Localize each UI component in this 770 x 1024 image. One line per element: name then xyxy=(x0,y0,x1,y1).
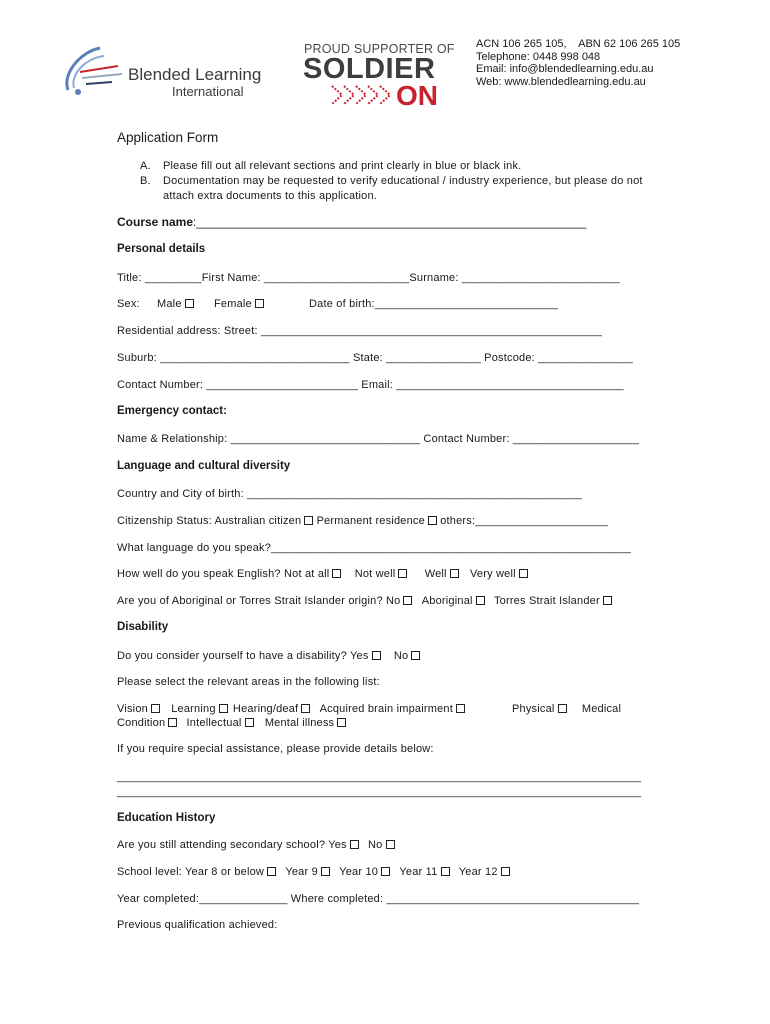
instruction-a: Please fill out all relevant sections and print clearly in blue or black ink. xyxy=(163,160,522,172)
contact-block xyxy=(476,38,680,88)
swoosh-logo-icon xyxy=(60,44,128,100)
contact-email-row[interactable]: Contact Number: ________________________ Email: ____________________________________ xyxy=(117,379,624,391)
not-well-label: Not well xyxy=(354,568,396,580)
course-name-label: Course name xyxy=(117,215,194,229)
logo-name: Blended Learning xyxy=(128,65,262,84)
not-well-checkbox[interactable] xyxy=(398,569,407,578)
male-checkbox[interactable] xyxy=(185,299,194,308)
citizenship-row xyxy=(117,515,608,527)
country-city-field[interactable]: Country and City of birth: _____________________________________________________ xyxy=(117,488,582,500)
disability-yes-checkbox[interactable] xyxy=(372,651,381,660)
year-8-label: School level: Year 8 or below xyxy=(117,866,265,878)
secondary-no-checkbox[interactable] xyxy=(386,840,395,849)
emergency-contact-heading: Emergency contact: xyxy=(117,405,227,417)
instruction-b-line-2: attach extra documents to this application. xyxy=(163,190,378,202)
year-10-label: Year 10 xyxy=(339,866,379,878)
soldier-on-title: SOLDIER xyxy=(303,53,436,85)
mental-illness-checkbox[interactable] xyxy=(337,718,346,727)
year-9-checkbox[interactable] xyxy=(321,867,330,876)
origin-no-label: Are you of Aboriginal or Torres Strait Islander origin? No xyxy=(117,595,401,607)
disability-question-row xyxy=(117,650,420,662)
year-11-label: Year 11 xyxy=(399,866,438,878)
select-areas-text: Please select the relevant areas in the following list: xyxy=(117,676,380,688)
soldier-on-on: ON xyxy=(396,80,438,111)
form-title: Application Form xyxy=(117,130,219,145)
secondary-school-row xyxy=(117,839,395,851)
well-checkbox[interactable] xyxy=(450,569,459,578)
learning-checkbox[interactable] xyxy=(219,704,228,713)
special-assistance-line-2[interactable]: ___________________________________________________________________________________ xyxy=(117,786,642,798)
male-label: Male xyxy=(157,298,182,310)
not-at-all-label: How well do you speak English? Not at all xyxy=(117,568,330,580)
secondary-no-label: No xyxy=(368,839,383,851)
english-proficiency-row xyxy=(117,568,528,580)
name-fields-row[interactable]: Title: _________First Name: _______________________Surname: _________________________ xyxy=(117,272,620,284)
year-12-label: Year 12 xyxy=(458,866,498,878)
date-of-birth-field[interactable]: Date of birth:_____________________________ xyxy=(309,298,558,310)
disability-no-label: No xyxy=(393,650,409,662)
year-8-checkbox[interactable] xyxy=(267,867,276,876)
australian-citizen-checkbox[interactable] xyxy=(304,516,313,525)
mental-illness-label: Mental illness xyxy=(264,717,335,729)
telephone: Telephone: 0448 998 048 xyxy=(476,50,601,63)
instruction-b-line-1: Documentation may be requested to verify educational / industry experience, but please do not xyxy=(163,175,643,187)
physical-option xyxy=(512,703,621,715)
year-12-checkbox[interactable] xyxy=(501,867,510,876)
special-assistance-text: If you require special assistance, please provide details below: xyxy=(117,743,434,755)
physical-label: Physical xyxy=(512,703,555,715)
year-11-checkbox[interactable] xyxy=(441,867,450,876)
sex-label: Sex: xyxy=(117,298,140,310)
year-9-label: Year 9 xyxy=(285,866,318,878)
female-label: Female xyxy=(214,298,252,310)
torres-strait-checkbox[interactable] xyxy=(603,596,612,605)
acn-abn: ACN 106 265 105, ABN 62 106 265 105 xyxy=(476,38,681,50)
disability-areas-row-2 xyxy=(117,717,346,729)
disability-areas-row-1 xyxy=(117,703,465,715)
disability-no-checkbox[interactable] xyxy=(411,651,420,660)
origin-no-checkbox[interactable] xyxy=(403,596,412,605)
hearing-checkbox[interactable] xyxy=(301,704,310,713)
year-10-checkbox[interactable] xyxy=(381,867,390,876)
aboriginal-origin-row xyxy=(117,595,612,607)
very-well-label: Very well xyxy=(469,568,516,580)
year-completed-row[interactable]: Year completed:______________ Where completed: ________________________________________ xyxy=(117,893,640,905)
torres-strait-label: Torres Strait Islander xyxy=(493,595,600,607)
hearing-label: Hearing/deaf xyxy=(232,703,299,715)
acquired-brain-label: Acquired brain impairment xyxy=(319,703,453,715)
well-label: Well xyxy=(424,568,447,580)
emergency-name-contact-row[interactable]: Name & Relationship: ______________________________ Contact Number: ____________________ xyxy=(117,433,640,445)
instruction-a-marker: A. xyxy=(140,160,151,172)
website: Web: www.blendedlearning.edu.au xyxy=(476,75,646,88)
sex-male-option[interactable] xyxy=(157,298,194,310)
intellectual-checkbox[interactable] xyxy=(245,718,254,727)
acquired-brain-checkbox[interactable] xyxy=(456,704,465,713)
aboriginal-checkbox[interactable] xyxy=(476,596,485,605)
language-heading: Language and cultural diversity xyxy=(117,460,291,472)
disability-heading: Disability xyxy=(117,621,169,633)
others-field[interactable]: others:_____________________ xyxy=(440,515,608,527)
very-well-checkbox[interactable] xyxy=(519,569,528,578)
course-name-field[interactable]: :_____________________________________________________________ xyxy=(193,217,587,229)
secondary-yes-label: Are you still attending secondary school? Yes xyxy=(117,839,347,851)
not-at-all-checkbox[interactable] xyxy=(332,569,341,578)
previous-qualification-label: Previous qualification achieved: xyxy=(117,919,278,931)
learning-label: Learning xyxy=(171,703,216,715)
medical-condition-checkbox[interactable] xyxy=(168,718,177,727)
permanent-residence-checkbox[interactable] xyxy=(428,516,437,525)
residential-address-field[interactable]: Residential address: Street: ______________________________________________________ xyxy=(117,325,603,337)
logo-subtitle: International xyxy=(172,84,244,99)
sex-female-option[interactable] xyxy=(214,298,264,310)
personal-details-heading: Personal details xyxy=(117,243,206,255)
secondary-yes-checkbox[interactable] xyxy=(350,840,359,849)
aboriginal-label: Aboriginal xyxy=(421,595,473,607)
school-level-row xyxy=(117,866,510,878)
condition-label: Condition xyxy=(117,717,166,729)
intellectual-label: Intellectual xyxy=(186,717,242,729)
permanent-residence-label: Permanent residence xyxy=(316,515,425,527)
medical-label: Medical xyxy=(581,703,622,715)
language-spoken-field[interactable]: What language do you speak?_________________________________________________________ xyxy=(117,542,632,554)
course-name-row xyxy=(117,215,586,229)
special-assistance-line-1[interactable]: ___________________________________________________________________________________ xyxy=(117,771,642,783)
australian-citizen-label: Citizenship Status: Australian citizen xyxy=(117,515,302,527)
physical-checkbox[interactable] xyxy=(558,704,567,713)
email: Email: info@blendedlearning.edu.au xyxy=(476,63,654,75)
female-checkbox[interactable] xyxy=(255,299,264,308)
disability-yes-label: Do you consider yourself to have a disability? Yes xyxy=(117,650,369,662)
suburb-state-postcode-row[interactable]: Suburb: ______________________________ State: _______________ Postcode: _______________ xyxy=(117,352,633,364)
vision-checkbox[interactable] xyxy=(151,704,160,713)
chevron-arrows-icon xyxy=(330,84,394,106)
education-history-heading: Education History xyxy=(117,812,216,824)
vision-label: Vision xyxy=(117,703,148,715)
instruction-b-marker: B. xyxy=(140,175,151,187)
soldier-on-tagline: PROUD SUPPORTER OF xyxy=(304,42,455,56)
